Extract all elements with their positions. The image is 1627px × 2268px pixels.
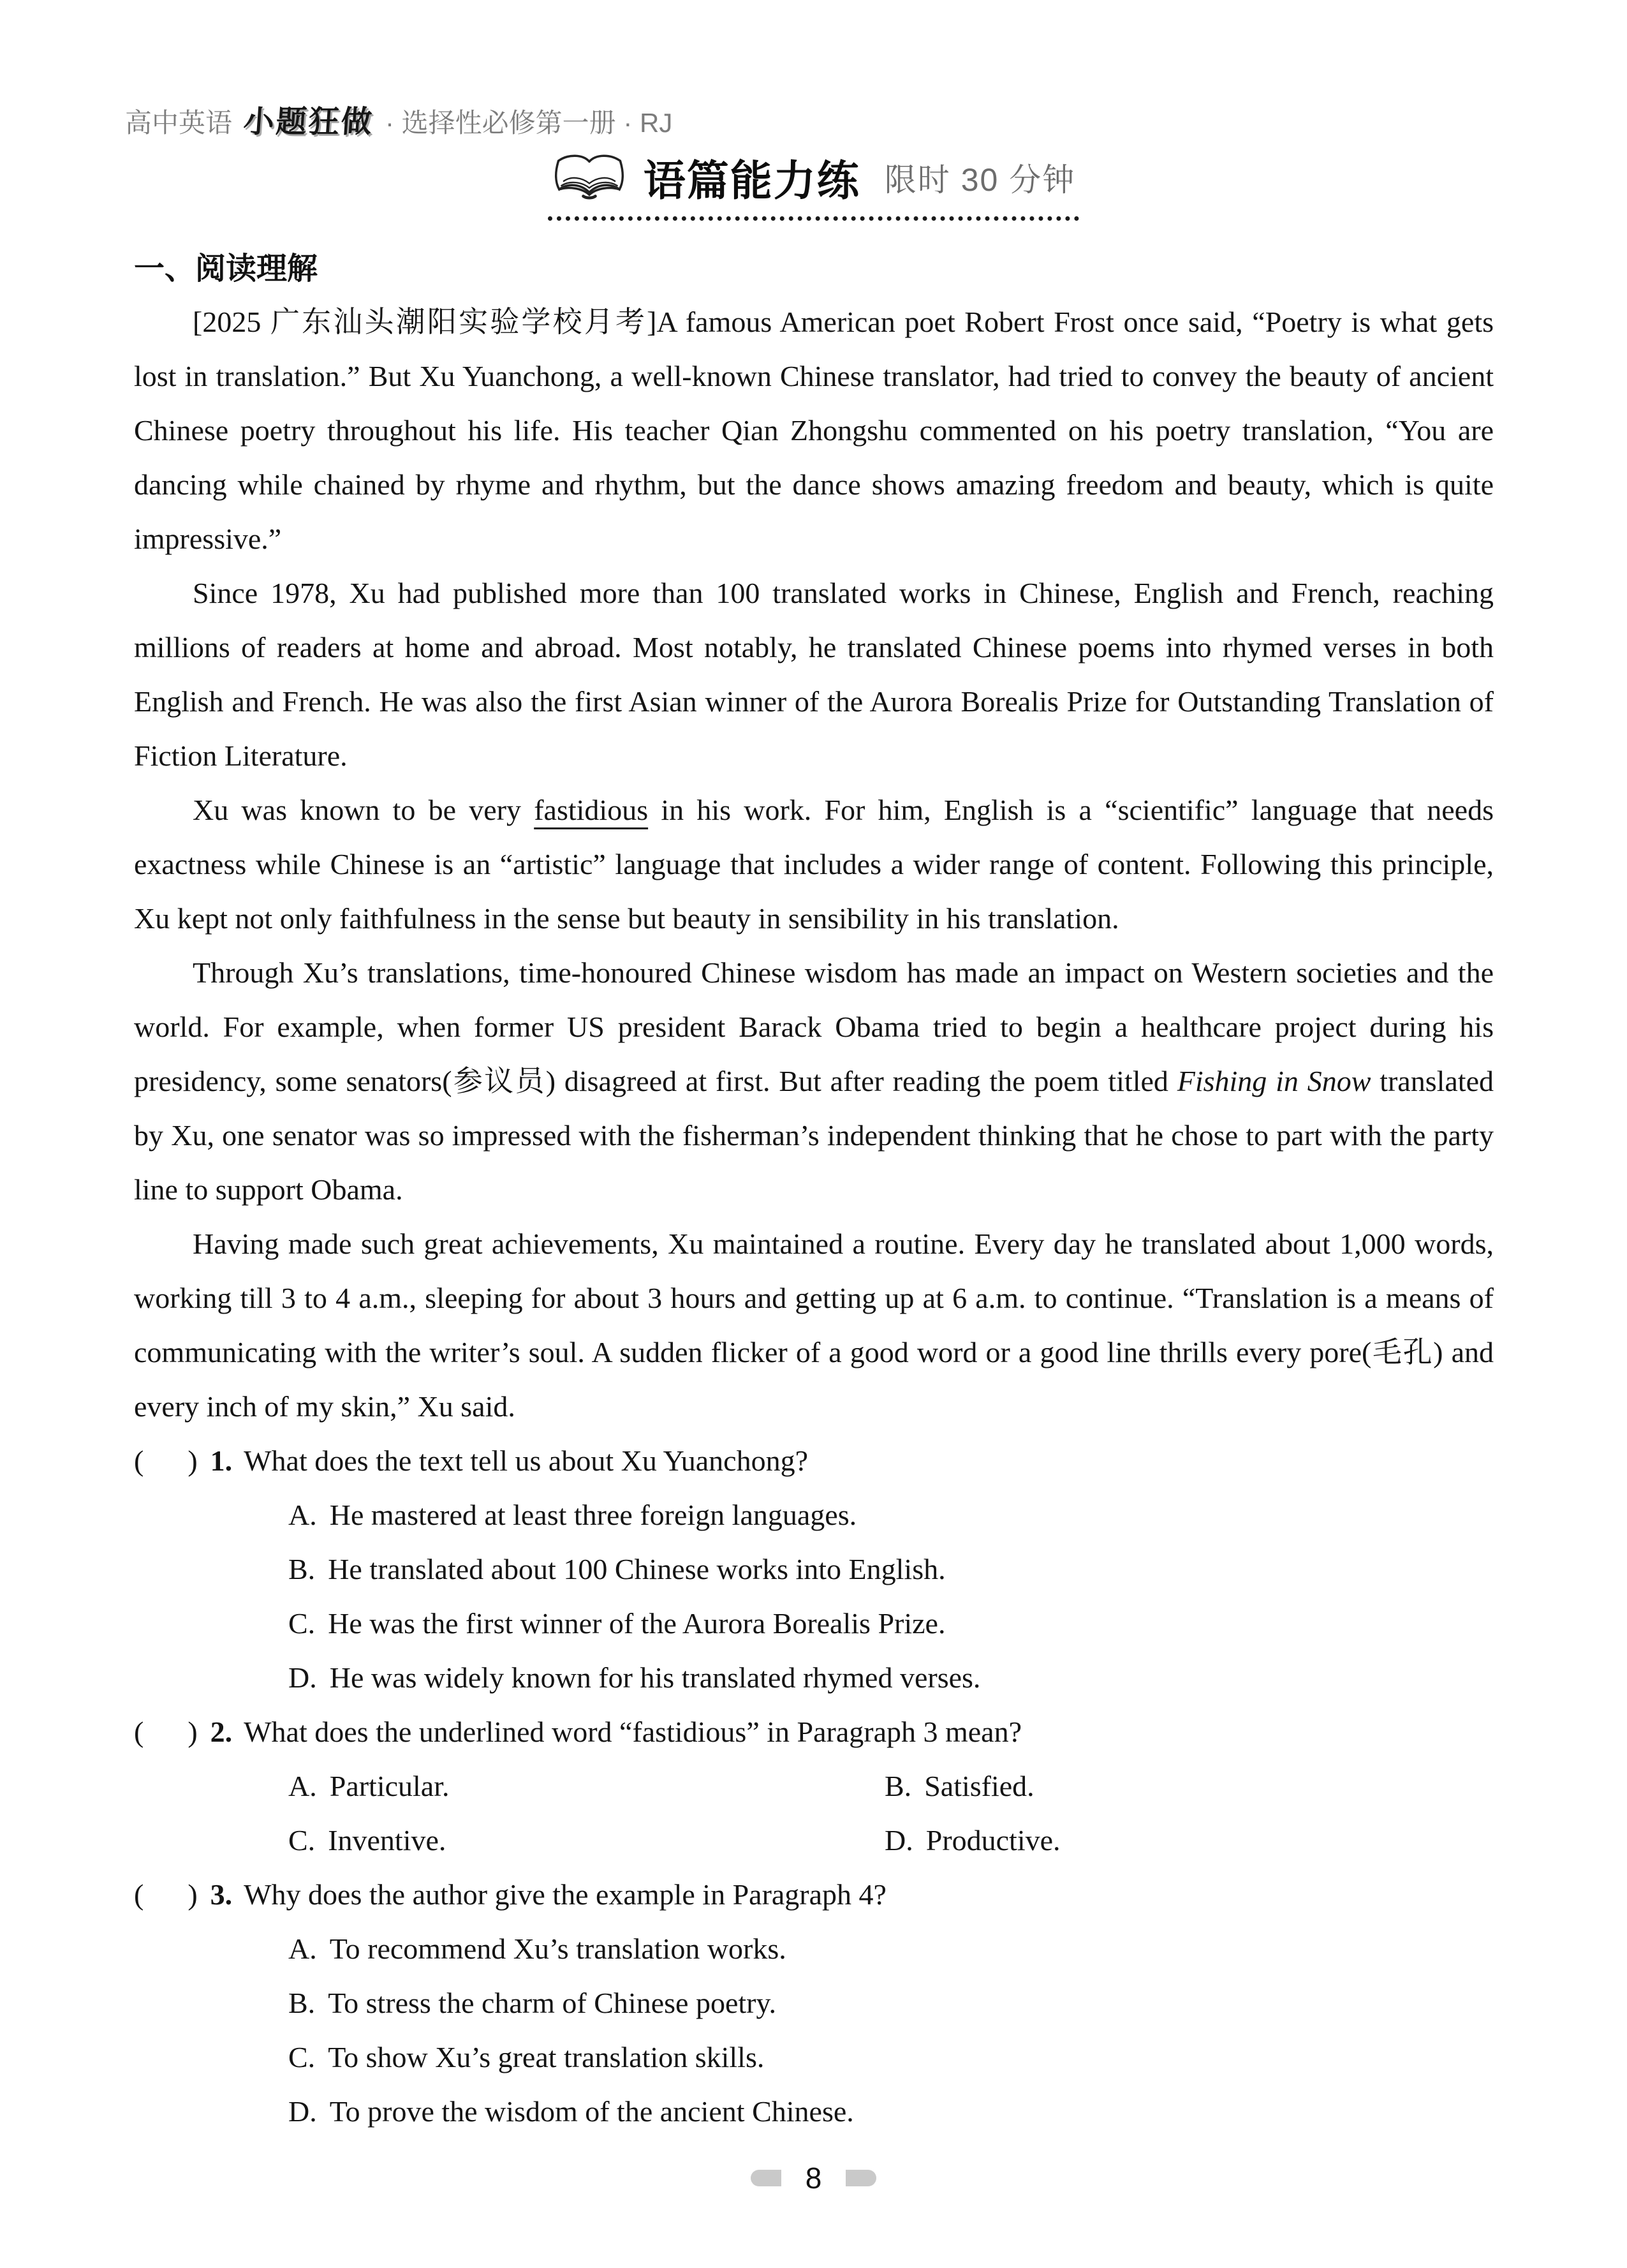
option-label: D. <box>885 1824 913 1857</box>
section-banner <box>0 147 1627 221</box>
option-a <box>288 1488 1494 1542</box>
option-text: To recommend Xu’s translation works. <box>329 1932 786 1965</box>
passage-paragraph-5: Having made such great achievements, Xu maintained a routine. Every day he translated about 1,000 words, working till 3 to 4 a.m., sleeping for about 3 hours and getting up at 6 a.m. to continue. “Translation is a means of communicating with the writer’s soul. A sudden flicker of a good word or a good line thrills every pore(毛孔) and every inch of my skin,” Xu said. <box>134 1227 1494 1423</box>
question-3 <box>134 1867 1494 2138</box>
question-2-options <box>134 1759 1494 1867</box>
option-label: D. <box>288 1661 317 1694</box>
option-text: To stress the charm of Chinese poetry. <box>328 1987 776 2019</box>
option-text: He mastered at least three foreign languages. <box>329 1499 857 1531</box>
option-text: Satisfied. <box>924 1770 1034 1802</box>
option-label: C. <box>288 1607 316 1640</box>
passage-paragraph-4: Through Xu’s translations, time-honoured Chinese wisdom has made an impact on Western societies and the world. For example, when former US president Barack Obama tried to begin a healthcare project during his presidency, some senators(参议员) disagreed at first. But after reading the poem titled Fishing in Snow translated by Xu, one senator was so impressed with the fisherman’s independent thinking that he chose to part with the party line to support Obama. <box>134 956 1494 1206</box>
option-label: A. <box>288 1499 317 1531</box>
option-b <box>288 1542 1494 1596</box>
option-text: Particular. <box>329 1770 450 1802</box>
option-c <box>288 1813 885 1867</box>
option-label: C. <box>288 2041 316 2073</box>
option-d <box>885 1813 1494 1867</box>
footer-left-pill <box>751 2170 781 2186</box>
passage-paragraph-3: Xu was known to be very fastidious in his work. For him, English is a “scientific” language that needs exactness while Chinese is an “artistic” language that includes a wider range of content. Following this principle, Xu kept not only faithfulness in the sense but beauty in sensibility in his translation. <box>134 794 1494 935</box>
banner-title: 语篇能力练 <box>643 157 860 204</box>
exam-source-tag: [2025 广东汕头潮阳实验学校月考] <box>193 306 657 338</box>
page-footer <box>0 2163 1627 2193</box>
section-heading: 一、阅读理解 <box>134 252 318 286</box>
option-label: B. <box>288 1987 316 2019</box>
question-number: 2. <box>210 1716 233 1748</box>
reading-passage <box>134 295 1494 1434</box>
poem-title: Fishing in Snow <box>1177 1065 1371 1097</box>
option-text: To show Xu’s great translation skills. <box>328 2041 765 2073</box>
option-c <box>288 1596 1494 1650</box>
option-label: C. <box>288 1824 316 1857</box>
option-label: B. <box>885 1770 912 1802</box>
option-c <box>288 2030 1494 2084</box>
passage-paragraph-2: Since 1978, Xu had published more than 100 translated works in Chinese, English and French, reaching millions of readers at home and abroad. Most notably, he translated Chinese poems into rhymed verses in both English and French. He was also the first Asian winner of the Aurora Borealis Prize for Outstanding Translation of Fiction Literature. <box>134 577 1494 772</box>
option-label: A. <box>288 1932 317 1965</box>
underlined-word: fastidious <box>534 794 649 826</box>
option-label: D. <box>288 2095 317 2128</box>
option-label: B. <box>288 1553 316 1585</box>
option-text: Productive. <box>925 1824 1061 1857</box>
running-header <box>125 97 672 141</box>
question-2-stem: ( ) 2. What does the underlined word “fastidious” in Paragraph 3 mean? <box>134 1716 1022 1748</box>
question-2 <box>134 1705 1494 1867</box>
option-text: Inventive. <box>328 1824 446 1857</box>
option-text: He was the first winner of the Aurora Borealis Prize. <box>328 1607 946 1640</box>
option-label: A. <box>288 1770 317 1802</box>
brand-logo: 小题狂做 <box>242 105 375 139</box>
option-text: To prove the wisdom of the ancient Chinese. <box>329 2095 854 2128</box>
question-list <box>134 1434 1494 2138</box>
option-b <box>288 1976 1494 2030</box>
answer-blank: ( ) <box>134 1444 198 1477</box>
footer-right-pill <box>846 2170 876 2186</box>
option-text: He was widely known for his translated rhymed verses. <box>329 1661 981 1694</box>
option-d <box>288 1650 1494 1705</box>
option-d <box>288 2084 1494 2138</box>
passage-paragraph-1: [2025 广东汕头潮阳实验学校月考]A famous American poet Robert Frost once said, “Poetry is what gets lost in translation.” But Xu Yuanchong, a well-known Chinese translator, had tried to convey the beauty of ancient Chinese poetry throughout his life. His teacher Qian Zhongshu commented on his poetry translation, “You are dancing while chained by rhyme and rhythm, but the dance shows amazing freedom and beauty, which is quite impressive.” <box>134 306 1494 555</box>
page-number: 8 <box>805 2161 822 2195</box>
question-number: 1. <box>210 1444 233 1477</box>
option-a <box>288 1759 885 1813</box>
open-book-icon <box>552 152 627 202</box>
option-text: He translated about 100 Chinese works into English. <box>328 1553 946 1585</box>
question-1 <box>134 1434 1494 1705</box>
question-1-stem: ( ) 1. What does the text tell us about Xu Yuanchong? <box>134 1444 808 1477</box>
banner-time-limit: 限时 30 分钟 <box>884 161 1076 198</box>
header-volume-edition: · 选择性必修第一册 · RJ <box>385 108 673 138</box>
option-b <box>885 1759 1494 1813</box>
option-a <box>288 1922 1494 1976</box>
header-course: 高中英语 <box>125 108 233 138</box>
question-3-options <box>134 1922 1494 2138</box>
answer-blank: ( ) <box>134 1878 198 1911</box>
main-content <box>134 244 1494 2138</box>
question-1-options <box>134 1488 1494 1705</box>
question-number: 3. <box>210 1878 233 1911</box>
question-3-stem: ( ) 3. Why does the author give the example in Paragraph 4? <box>134 1878 887 1911</box>
answer-blank: ( ) <box>134 1716 198 1748</box>
